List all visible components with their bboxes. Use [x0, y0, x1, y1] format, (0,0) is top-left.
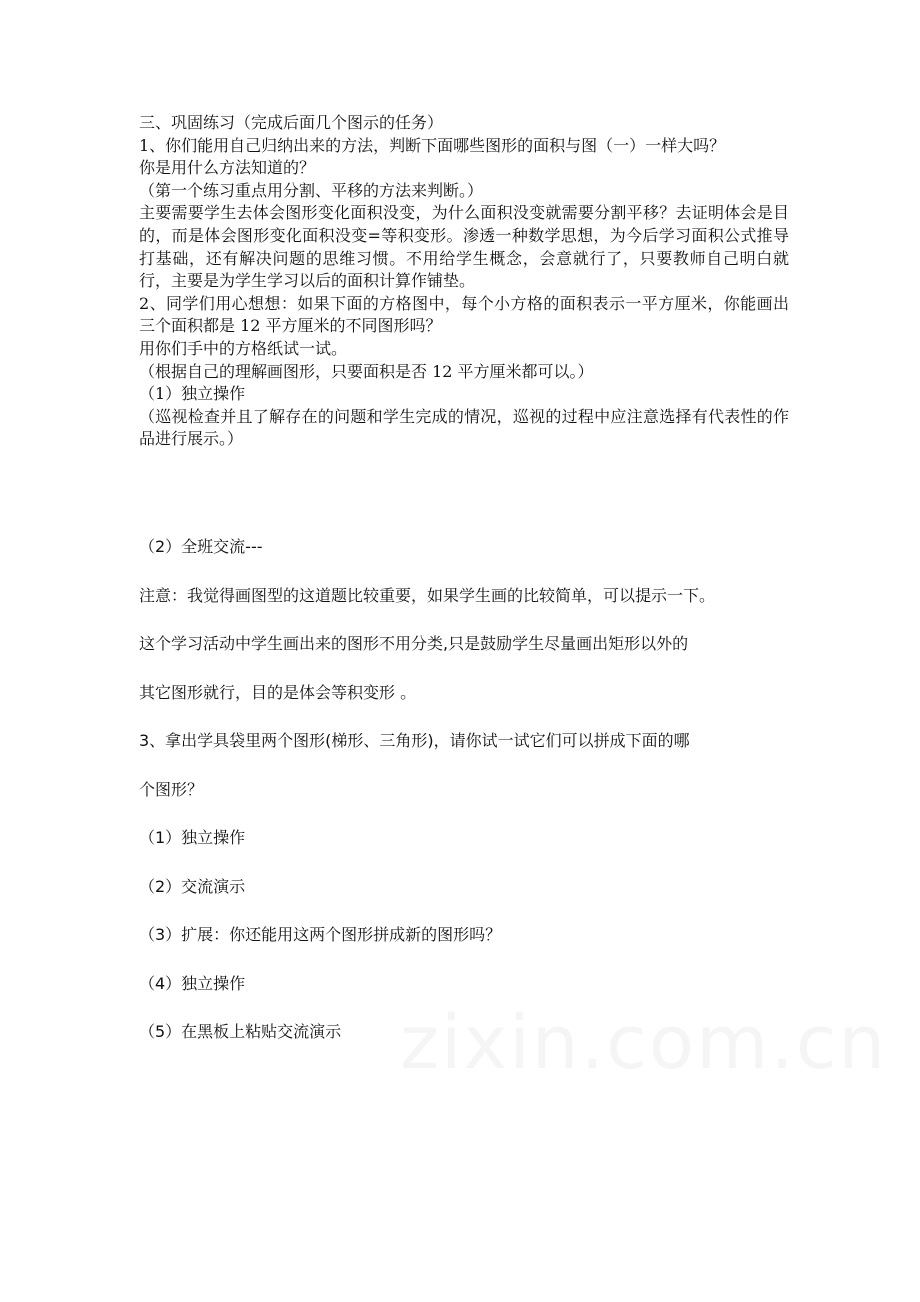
- question-2: 2、同学们用心想想：如果下面的方格图中，每个小方格的面积表示一平方厘米，你能画出三个面积都是 12 平方厘米的不同图形吗？: [139, 293, 789, 336]
- serif-text-block: [139, 112, 789, 451]
- question-3-step-1: （1）独立操作: [139, 828, 246, 847]
- question-2-step-2: （2）全班交流---: [139, 537, 263, 556]
- note-line-2: 这个学习活动中学生画出来的图形不用分类,只是鼓励学生尽量画出矩形以外的: [139, 634, 689, 653]
- note-line-3: 其它图形就行，目的是体会等积变形 。: [139, 682, 417, 702]
- question-2-hint: （根据自己的理解画图形，只要面积是否 12 平方厘米都可以。）: [139, 361, 594, 381]
- question-3-step-4: （4）独立操作: [139, 973, 246, 993]
- question-3-step-5: （5）在黑板上粘贴交流演示: [139, 1022, 342, 1041]
- question-3-line-1: 3、拿出学具袋里两个图形(梯形、三角形)，请你试一试它们可以拼成下面的哪: [139, 731, 690, 750]
- question-2-instruction: 用你们手中的方格纸试一试。: [139, 338, 348, 358]
- section-heading: 三、巩固练习（完成后面几个图示的任务）: [139, 113, 444, 132]
- question-2-step-1: （1）独立操作: [139, 384, 246, 404]
- question-1-followup: 你是用什么方法知道的？: [139, 158, 316, 178]
- question-1-hint: （第一个练习重点用分割、平移的方法来判断。）: [139, 180, 484, 200]
- question-3-line-2: 个图形？: [139, 779, 204, 799]
- question-3-step-2: （2）交流演示: [139, 876, 246, 896]
- watermark: [400, 1000, 887, 1086]
- question-1-commentary: 主要需要学生去体会图形变化面积没变，为什么面积没变就需要分割平移？去证明体会是目的，而是体会图形变化面积没变=等积变形。渗透一种数学思想，为今后学习面积公式推导打基础，还有解决问题的思维习惯。不用给学生概念，会意就行了，只要教师自己明白就行，主要是为学生学习以后的面积计算作铺垫。: [139, 203, 789, 291]
- question-2-step-1-note: （巡视检查并且了解存在的问题和学生完成的情况，巡视的过程中应注意选择有代表性的作品进行展示。）: [139, 406, 789, 449]
- sans-text-block: [139, 530, 789, 1064]
- note-line-1: 注意：我觉得画图型的这道题比较重要，如果学生画的比较简单，可以提示一下。: [139, 585, 716, 605]
- question-3-step-3: （3）扩展：你还能用这两个图形拼成新的图形吗？: [139, 925, 502, 944]
- question-1: 1、你们能用自己归纳出来的方法，判断下面哪些图形的面积与图（一）一样大吗？: [139, 135, 726, 155]
